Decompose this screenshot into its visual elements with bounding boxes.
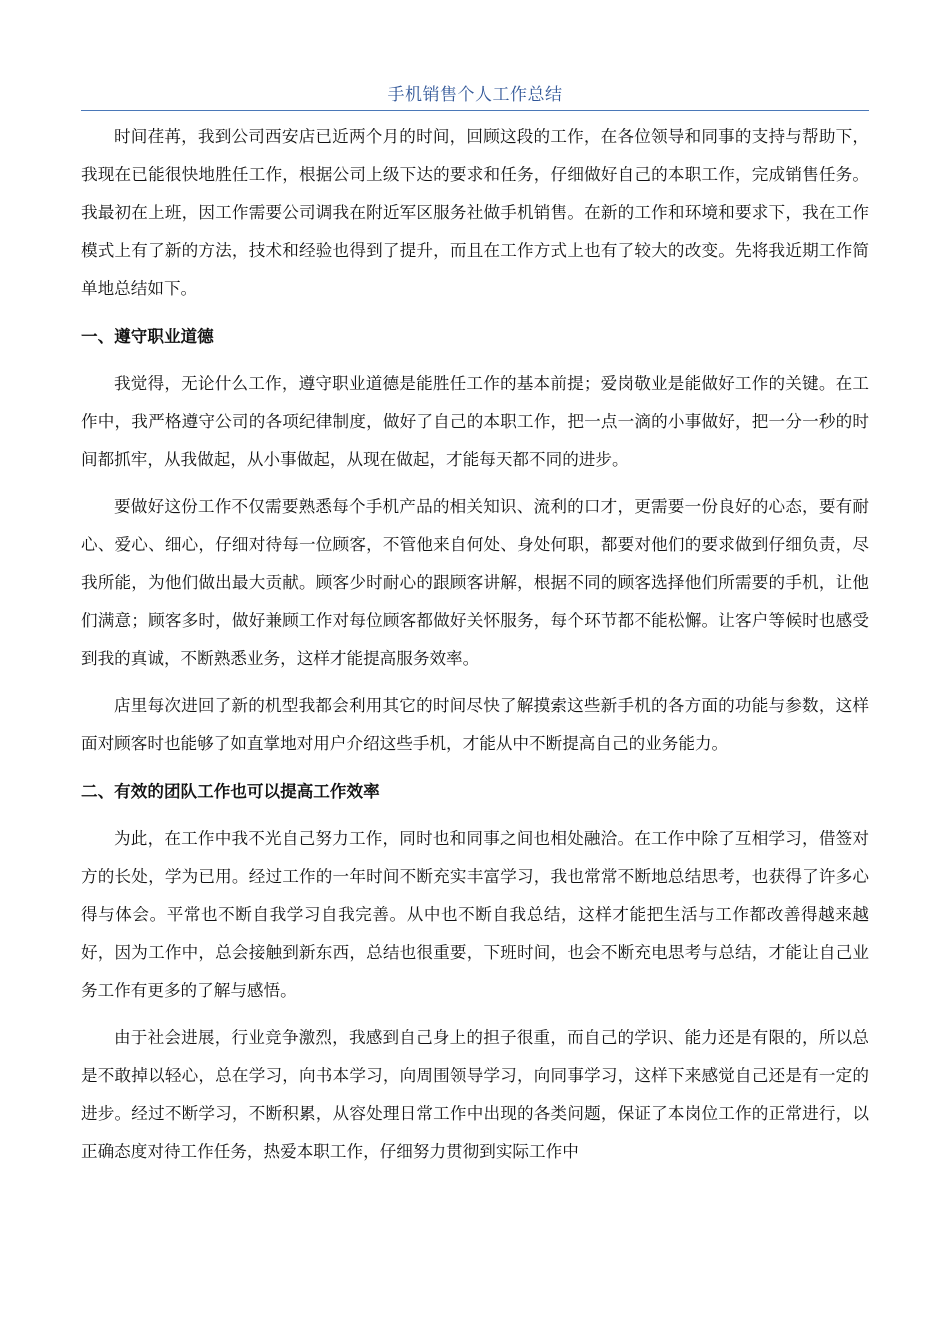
section2-paragraph-2: 由于社会进展，行业竞争激烈，我感到自己身上的担子很重，而自己的学识、能力还是有限的，所以总是不敢掉以轻心，总在学习，向书本学习，向周围领导学习，向同事学习，这样下来感觉自己还是有一定的进步。经过不断学习，不断积累，从容处理日常工作中出现的各类问题，保证了本岗位工作的正常进行，以正确态度对待工作任务，热爱本职工作，仔细努力贯彻到实际工作中 <box>81 1028 869 1161</box>
section2-paragraph-1: 为此，在工作中我不光自己努力工作，同时也和同事之间也相处融洽。在工作中除了互相学习，借签对方的长处，学为已用。经过工作的一年时间不断充实丰富学习，我也常常不断地总结思考，也获得了许多心得与体会。平常也不断自我学习自我完善。从中也不断自我总结，这样才能把生活与工作都改善得越来越好，因为工作中，总会接触到新东西，总结也很重要，下班时间，也会不断充电思考与总结，才能让自己业务工作有更多的了解与感悟。 <box>81 829 869 1000</box>
section-heading-1: 一、遵守职业道德 <box>81 327 214 346</box>
document-title: 手机销售个人工作总结 <box>387 85 563 105</box>
document-body <box>81 118 869 1180</box>
page-header <box>81 84 869 111</box>
section1-paragraph-1: 我觉得，无论什么工作，遵守职业道德是能胜任工作的基本前提；爱岗敬业是能做好工作的关键。在工作中，我严格遵守公司的各项纪律制度，做好了自己的本职工作，把一点一滴的小事做好，把一分一秒的时间都抓牢，从我做起，从小事做起，从现在做起，才能每天都不同的进步。 <box>81 374 869 469</box>
intro-paragraph: 时间荏苒，我到公司西安店已近两个月的时间，回顾这段的工作，在各位领导和同事的支持与帮助下，我现在已能很快地胜任工作，根据公司上级下达的要求和任务，仔细做好自己的本职工作，完成销售任务。我最初在上班，因工作需要公司调我在附近军区服务社做手机销售。在新的工作和环境和要求下，我在工作模式上有了新的方法，技术和经验也得到了提升，而且在工作方式上也有了较大的改变。先将我近期工作简单地总结如下。 <box>81 127 869 298</box>
section-heading-2: 二、有效的团队工作也可以提高工作效率 <box>81 782 380 801</box>
section1-paragraph-3: 店里每次进回了新的机型我都会利用其它的时间尽快了解摸索这些新手机的各方面的功能与参数，这样面对顾客时也能够了如直掌地对用户介绍这些手机，才能从中不断提高自己的业务能力。 <box>81 696 869 753</box>
section1-paragraph-2: 要做好这份工作不仅需要熟悉每个手机产品的相关知识、流利的口才，更需要一份良好的心态，要有耐心、爱心、细心，仔细对待每一位顾客，不管他来自何处、身处何职，都要对他们的要求做到仔细负责，尽我所能，为他们做出最大贡献。顾客少时耐心的跟顾客讲解，根据不同的顾客选择他们所需要的手机，让他们满意；顾客多时，做好兼顾工作对每位顾客都做好关怀服务，每个环节都不能松懈。让客户等候时也感受到我的真诚，不断熟悉业务，这样才能提高服务效率。 <box>81 497 869 668</box>
